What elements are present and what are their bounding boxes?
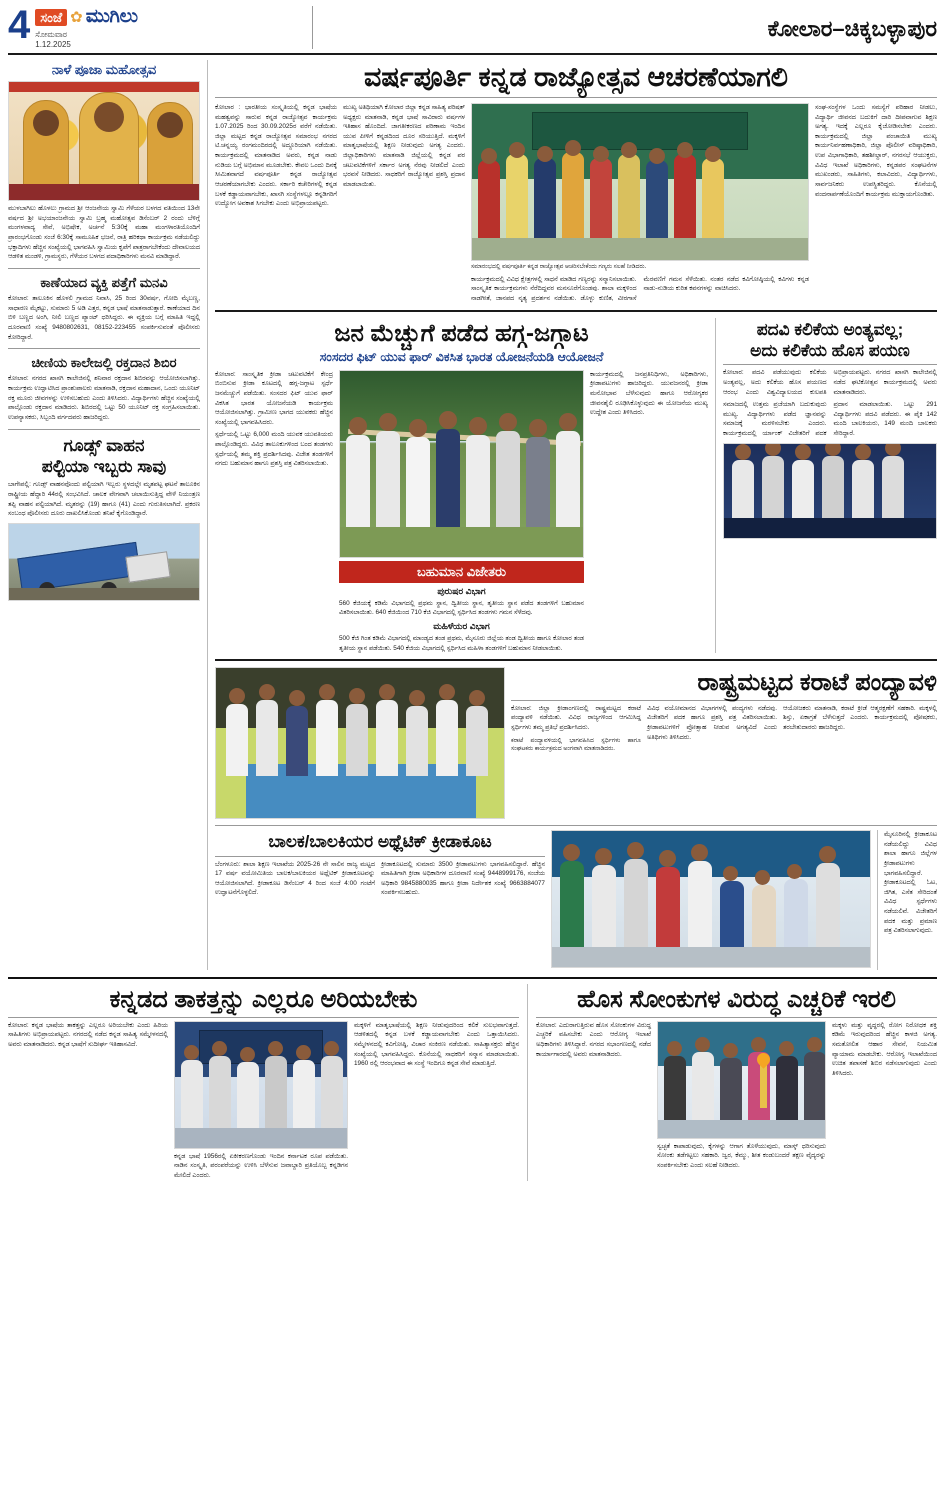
lead-photo-caption: ಸಮಾರಂಭದಲ್ಲಿ ವರ್ಷಪೂರ್ತಿ ಕನ್ನಡ ರಾಜ್ಯೋತ್ಸವ ಆಚರಿಸಬೇಕೆಂದು ಗಣ್ಯರು ಸಲಹೆ ನೀಡಿದರು. bbox=[471, 264, 647, 271]
athletic-col1: ಬೆಂಗಳೂರು: ಶಾಲಾ ಶಿಕ್ಷಣ ಇಲಾಖೆಯ 2025-26 ನೇ ಸಾಲಿನ ರಾಜ್ಯ ಮಟ್ಟದ 17 ವರ್ಷ ವಯೋಮಿತಿಯ ಬಾಲಕ/ಬಾಲಕಿಯರ ಅಥ್ಲೆಟಿಕ್ ಕ್ರೀಡಾಕೂಟವನ್ನು ಆಯೋಜಿಸಲಾಗಿದೆ. ಕ್ರೀಡಾಕೂಟ ಡಿಸೆಂಬರ್ 4 ರಿಂದ ಸಂಜೆ 4:00 ಗಂಟೆಗೆ ಉದ್ಘಾಟನೆಗೊಳ್ಳಲಿದೆ. bbox=[215, 860, 375, 897]
kannada-power-headline: ಕನ್ನಡದ ತಾಕತ್ತನ್ನು ಎಲ್ಲರೂ ಅರಿಯಬೇಕು bbox=[109, 986, 418, 1014]
masthead-right bbox=[313, 6, 937, 42]
award-text-women: 500 ಕೆಜಿ ಗಿಂತ ಕಡಿಮೆ ವಿಭಾಗದಲ್ಲಿ ಮಾಂಡ್ಯದ ತಂಡ ಪ್ರಥಮ, ಮೈಸೂರು ಜಿಲ್ಲೆಯ ತಂಡ ದ್ವಿತೀಯ ಹಾಗೂ ಕೋಲಾರ ತಂಡ ತೃತೀಯ ಸ್ಥಾನ ಪಡೆಯಿತು. 540 ಕೆಜಿಯ ವಿಭಾಗದಲ್ಲಿ ಸ್ಪರ್ಧಿಸಿದ ಮಹಿಳಾ ತಂಡಗಳಿಗೆ ಬಹುಮಾನ ನೀಡಲಾಯಿತು. bbox=[339, 635, 584, 652]
karate-photo-caption: ಕರಾಟೆ ಪಂದ್ಯಾವಳಿಯಲ್ಲಿ ಭಾಗವಹಿಸಿದ ಸ್ಪರ್ಧಿಗಳು ಹಾಗೂ ಸಂಘಟಕರು ಕಾರ್ಯಕ್ರಮದ ಅಂಗವಾಗಿ ಮಾತನಾಡಿದರು. bbox=[511, 737, 641, 753]
left-story-4-headline-line1: ಗೂಡ್ಸ್ ವಾಹನ bbox=[63, 435, 145, 455]
left-story-3-body: ಕೋಲಾರ: ನಗರದ ಖಾಸಗಿ ಕಾಲೇಜಿನಲ್ಲಿ ಶನಿವಾರ ರಕ್ತದಾನ ಶಿಬಿರವನ್ನು ಆಯೋಜಿಸಲಾಗಿತ್ತು. ಕಾರ್ಯಕ್ರಮ ಉದ್ಘಾಟಿಸಿದ ಪ್ರಾಂಶುಪಾಲರು ಮಾತನಾಡಿ, ರಕ್ತದಾನ ಮಹಾದಾನ, ಒಂದು ಯೂನಿಟ್ ರಕ್ತ ಮೂರು ಜೀವಗಳನ್ನು ಉಳಿಸಬಹುದು ಎಂದು ತಿಳಿಸಿದರು. ವಿದ್ಯಾರ್ಥಿಗಳು ಹೆಚ್ಚಿನ ಸಂಖ್ಯೆಯಲ್ಲಿ ಪಾಲ್ಗೊಂಡು ರಕ್ತದಾನ ಮಾಡಿದರು. ಶಿಬಿರದಲ್ಲಿ ಒಟ್ಟು 50 ಯೂನಿಟ್ ರಕ್ತ ಸಂಗ್ರಹಿಸಲಾಯಿತು. ಉಪನ್ಯಾಸಕರು, ಸಿಬ್ಬಂದಿ ವರ್ಗದವರು ಹಾಜರಿದ್ದರು. bbox=[8, 375, 200, 421]
lead-col2: ಮುಖ್ಯ ಅತಿಥಿಯಾಗಿ ಕೋಲಾರ ಜಿಲ್ಲಾ ಕನ್ನಡ ಸಾಹಿತ್ಯ ಪರಿಷತ್ ಅಧ್ಯಕ್ಷರು ಮಾತನಾಡಿ, ಕನ್ನಡ ಭಾಷೆ ಸಾವಿರಾರು ವರ್ಷಗಳ ಇತಿಹಾಸ ಹೊಂದಿದೆ. ಜಾಗತೀಕರಣದ ಪರಿಣಾಮ ಇಂದಿನ ಯುವ ಪೀಳಿಗೆ ಕನ್ನಡದಿಂದ ದೂರ ಸರಿಯುತ್ತಿದೆ. ಮಕ್ಕಳಿಗೆ ಮಾತೃಭಾಷೆಯಲ್ಲಿ ಶಿಕ್ಷಣ ನೀಡುವುದು ಅಗತ್ಯ ಎಂದರು. ಜಿಲ್ಲಾಧಿಕಾರಿಗಳು ಮಾತನಾಡಿ ಜಿಲ್ಲೆಯಲ್ಲಿ ಕನ್ನಡ ಪರ ಚಟುವಟಿಕೆಗಳಿಗೆ ಸರ್ಕಾರ ಅಗತ್ಯ ನೆರವು ನೀಡಲಿದೆ ಎಂದು ಭರವಸೆ ನೀಡಿದರು. ಸಾಧಕರಿಗೆ ರಾಜ್ಯೋತ್ಸವ ಪ್ರಶಸ್ತಿ ಪ್ರದಾನ ಮಾಡಲಾಯಿತು. bbox=[343, 104, 465, 188]
award-head-women: ಮಹಿಳೆಯರ ವಿಭಾಗ bbox=[433, 621, 490, 631]
logo-word: ಮುಗಿಲು bbox=[85, 6, 138, 27]
infection-col2: ಸ್ವಚ್ಛತೆ ಕಾಪಾಡುವುದು, ಕೈಗಳನ್ನು ಆಗಾಗ ತೊಳೆಯುವುದು, ಮಾಸ್ಕ್ ಧರಿಸುವುದು ಸೋಂಕು ತಡೆಗಟ್ಟಲು ಸಹಕಾರಿ. ಜ್ವರ, ಕೆಮ್ಮು, ಶೀತ ಕಂಡುಬಂದರೆ ತಕ್ಷಣ ವೈದ್ಯರನ್ನು ಸಂಪರ್ಕಿಸಬೇಕು ಎಂದು ಸಲಹೆ ನೀಡಿದರು. bbox=[657, 1142, 826, 1170]
infection-col1: ಕೋಲಾರ: ಎದುರಾಗುತ್ತಿರುವ ಹೊಸ ಸೋಂಕುಗಳ ವಿರುದ್ಧ ಎಚ್ಚರಿಕೆ ವಹಿಸಬೇಕು ಎಂದು ಆರೋಗ್ಯ ಇಲಾಖೆ ಅಧಿಕಾರಿಗಳು ತಿಳಿಸಿದ್ದಾರೆ. ನಗರದ ಸಭಾಂಗಣದಲ್ಲಿ ನಡೆದ ಕಾರ್ಯಾಗಾರದಲ್ಲಿ ಅವರು ಮಾತನಾಡಿದರು. bbox=[536, 1021, 651, 1058]
karate-band bbox=[215, 667, 937, 819]
award-banner: ಬಹುಮಾನ ವಿಜೇತರು bbox=[339, 561, 584, 583]
masthead bbox=[8, 3, 937, 55]
athletic-col2: ಕ್ರೀಡಾಕೂಟದಲ್ಲಿ ಸುಮಾರು 3500 ಕ್ರೀಡಾಪಟುಗಳು ಭಾಗವಹಿಸಲಿದ್ದಾರೆ. ಹೆಚ್ಚಿನ ಮಾಹಿತಿಗಾಗಿ ಕ್ರೀಡಾ ಅಧಿಕಾರಿಗಳ ದೂರವಾಣಿ ಸಂಖ್ಯೆ 9448999176, ಸಂಜೆಯ ಅಧಿಕಾರಿ 9845880035 ಹಾಗೂ ಕ್ರೀಡಾ ನಿರ್ದೇಶಕ ಸಂಖ್ಯೆ 9663884077 ಸಂಪರ್ಕಿಸಬಹುದು. bbox=[381, 860, 545, 897]
masthead-day: ಸೋಮವಾರ bbox=[35, 30, 68, 39]
degree-col1: ಕೋಲಾರ: ಪದವಿ ಪಡೆಯುವುದು ಕಲಿಕೆಯ ಅಂತ್ಯವಲ್ಲ, ಅದು ಕಲಿಕೆಯ ಹೊಸ ಪಯಣದ ಆರಂಭ ಎಂದು ವಿಶ್ವವಿದ್ಯಾಲಯದ ಕುಲಪತಿ ಅಭಿಪ್ರಾಯಪಟ್ಟರು. ನಗರದ ಖಾಸಗಿ ಕಾಲೇಜಿನಲ್ಲಿ ನಡೆದ ಘಟಿಕೋತ್ಸವ ಕಾರ್ಯಕ್ರಮದಲ್ಲಿ ಅವರು ಮಾತನಾಡಿದರು. bbox=[723, 369, 937, 396]
karate-col1: ಕೋಲಾರ: ಜಿಲ್ಲಾ ಕ್ರೀಡಾಂಗಣದಲ್ಲಿ ರಾಷ್ಟ್ರಮಟ್ಟದ ಕರಾಟೆ ಪಂದ್ಯಾವಳಿ ನಡೆಯಿತು. ವಿವಿಧ ರಾಜ್ಯಗಳಿಂದ ಆಗಮಿಸಿದ್ದ ಸ್ಪರ್ಧಿಗಳು ತಮ್ಮ ಪ್ರತಿಭೆ ಪ್ರದರ್ಶಿಸಿದರು. bbox=[511, 704, 641, 732]
bottom-separator bbox=[8, 977, 937, 979]
page-number: 4 bbox=[8, 3, 30, 47]
lead-col3: ಕಾರ್ಯಕ್ರಮದಲ್ಲಿ ವಿವಿಧ ಕ್ಷೇತ್ರಗಳಲ್ಲಿ ಸಾಧನೆ ಮಾಡಿದ ಗಣ್ಯರನ್ನು ಸನ್ಮಾನಿಸಲಾಯಿತು. ಸಾಂಸ್ಕೃತಿಕ ಕಾರ್ಯಕ್ರಮಗಳು ನೆರೆದಿದ್ದವರ ಮನಸೂರೆಗೊಂಡವು. ಶಾಲಾ ಮಕ್ಕಳಿಂದ ನಾಡಗೀತೆ, ಜಾನಪದ ನೃತ್ಯ ಪ್ರದರ್ಶನ ನಡೆಯಿತು. ಡೊಳ್ಳು ಕುಣಿತ, ವೀರಗಾಸೆ ಮೆರವಣಿಗೆ ಗಮನ ಸೆಳೆಯಿತು. ನಂತರ ನಡೆದ ಕವಿಗೋಷ್ಠಿಯಲ್ಲಿ ಕವಿಗಳು ಕನ್ನಡ ನಾಡು-ನುಡಿಯ ಕುರಿತ ಕವನಗಳನ್ನು ವಾಚಿಸಿದರು. bbox=[471, 275, 809, 302]
rajyotsava-group-photo bbox=[471, 103, 809, 261]
athletic-band bbox=[215, 830, 937, 970]
athletic-headline: ಬಾಲಕ/ಬಾಲಕಿಯರ ಅಥ್ಲೆಟಿಕ್ ಕ್ರೀಡಾಕೂಟ bbox=[268, 832, 492, 852]
left-story-2-headline: ಕಾಣೆಯಾದ ವ್ಯಕ್ತಿ ಪತ್ತೆಗೆ ಮನವಿ bbox=[40, 274, 168, 290]
degree-col2: ಸಮಾಜದಲ್ಲಿ ಉತ್ತಮ ಪ್ರಜೆಯಾಗಿ ಬದುಕುವುದು ಮುಖ್ಯ. ವಿದ್ಯಾರ್ಥಿಗಳು ಪಡೆದ ಜ್ಞಾನವನ್ನು ಸಮಾಜಕ್ಕೆ ಮರಳಿಸಬೇಕು ಎಂದರು. ಕಾರ್ಯಕ್ರಮದಲ್ಲಿ ರ್ಯಾಂಕ್ ವಿಜೇತರಿಗೆ ಪದಕ ಪ್ರದಾನ ಮಾಡಲಾಯಿತು. ಒಟ್ಟು 291 ವಿದ್ಯಾರ್ಥಿಗಳು ಪದವಿ ಪಡೆದರು. ಈ ಪೈಕಿ 142 ಮಂದಿ ಬಾಲಕಿಯರು, 149 ಮಂದಿ ಬಾಲಕರು ಸೇರಿದ್ದಾರೆ. bbox=[723, 401, 937, 437]
kannada-power-col1: ಕೋಲಾರ: ಕನ್ನಡ ಭಾಷೆಯ ತಾಕತ್ತನ್ನು ಎಲ್ಲರೂ ಅರಿಯಬೇಕು ಎಂದು ಹಿರಿಯ ಸಾಹಿತಿಗಳು ಅಭಿಪ್ರಾಯಪಟ್ಟರು. ನಗರದಲ್ಲಿ ನಡೆದ ಕನ್ನಡ ಸಾಹಿತ್ಯ ಸಮ್ಮೇಳನದಲ್ಲಿ ಅವರು ಮಾತನಾಡಿದರು. ಕನ್ನಡ ಭಾಷೆಗೆ ಸುದೀರ್ಘ ಇತಿಹಾಸವಿದೆ. bbox=[8, 1021, 168, 1049]
athletic-sidebar: ಮೈಸೂರಿನಲ್ಲಿ ಕ್ರೀಡಾಕೂಟ ನಡೆಯಲಿದ್ದು ವಿವಿಧ ಶಾಲಾ ಹಾಗೂ ಜಿಲ್ಲೆಗಳ ಕ್ರೀಡಾಪಟುಗಳು ಭಾಗವಹಿಸಲಿದ್ದಾರೆ. ಕ್ರೀಡಾಕೂಟದಲ್ಲಿ ಓಟ, ಜಿಗಿತ, ಎಸೆತ ಸೇರಿದಂತೆ ವಿವಿಧ ಸ್ಪರ್ಧೆಗಳು ನಡೆಯಲಿವೆ. ವಿಜೇತರಿಗೆ ಪದಕ ಮತ್ತು ಪ್ರಮಾಣ ಪತ್ರ ವಿತರಿಸಲಾಗುವುದು. bbox=[884, 831, 937, 935]
kannada-meeting-photo bbox=[174, 1021, 348, 1149]
tug-col2: ಸ್ಪರ್ಧೆಯಲ್ಲಿ ಒಟ್ಟು 6,000 ಮಂದಿ ಯುವಕ ಯುವತಿಯರು ಪಾಲ್ಗೊಂಡಿದ್ದರು. ವಿವಿಧ ತಾಲೂಕುಗಳಿಂದ ಬಂದ ತಂಡಗಳು ಸ್ಪರ್ಧೆಯಲ್ಲಿ ತಮ್ಮ ಶಕ್ತಿ ಪ್ರದರ್ಶಿಸಿದವು. ವಿಜೇತ ತಂಡಗಳಿಗೆ ನಗದು ಬಹುಮಾನ ಹಾಗೂ ಪ್ರಶಸ್ತಿ ಪತ್ರ ವಿತರಿಸಲಾಯಿತು. bbox=[215, 431, 333, 468]
award-head-men: ಪುರುಷರ ವಿಭಾಗ bbox=[437, 585, 486, 596]
tug-headline: ಜನ ಮೆಚ್ಚುಗೆ ಪಡೆದ ಹಗ್ಗ-ಜಗ್ಗಾಟ bbox=[334, 319, 589, 347]
lead-col4: ಸಂಘ-ಸಂಸ್ಥೆಗಳ ಒಂದು ಸಮಸ್ಯೆಗೆ ಪರಿಹಾರ ನೀಡಲು, ವಿದ್ಯಾರ್ಥಿ ಜೀವನದ ಬದುಕಿಗೆ ದಾರಿ ದೀಪವಾಗುವ ಶಿಕ್ಷಣ ಅಗತ್ಯ. ಇದಕ್ಕೆ ಎಲ್ಲರೂ ಕೈಜೋಡಿಸಬೇಕು ಎಂದರು. ಕಾರ್ಯಕ್ರಮದಲ್ಲಿ ಜಿಲ್ಲಾ ಪಂಚಾಯಿತಿ ಮುಖ್ಯ ಕಾರ್ಯನಿರ್ವಹಣಾಧಿಕಾರಿ, ಜಿಲ್ಲಾ ಪೊಲೀಸ್ ವರಿಷ್ಠಾಧಿಕಾರಿ, ಉಪ ವಿಭಾಗಾಧಿಕಾರಿ, ತಹಶೀಲ್ದಾರ್, ನಗರಸಭೆ ಆಯುಕ್ತರು, ವಿವಿಧ ಇಲಾಖೆ ಅಧಿಕಾರಿಗಳು, ಕನ್ನಡಪರ ಸಂಘಟನೆಗಳ ಮುಖಂಡರು, ಸಾಹಿತಿಗಳು, ಕಲಾವಿದರು, ವಿದ್ಯಾರ್ಥಿಗಳು, ಸಾರ್ವಜನಿಕರು ಉಪಸ್ಥಿತರಿದ್ದರು. ಕೊನೆಯಲ್ಲಿ ವಂದನಾರ್ಪಣೆಯೊಂದಿಗೆ ಕಾರ್ಯಕ್ರಮ ಮುಕ್ತಾಯಗೊಂಡಿತು. bbox=[815, 104, 937, 198]
left-story-4-body: ಬಾಗೇಪಲ್ಲಿ: ಗೂಡ್ಸ್ ವಾಹನವೊಂದು ಪಲ್ಟಿಯಾಗಿ ಇಬ್ಬರು ಸ್ಥಳದಲ್ಲೇ ಮೃತಪಟ್ಟ ಘಟನೆ ತಾಲೂಕಿನ ರಾಷ್ಟ್ರೀಯ ಹೆದ್ದಾರಿ 44ರಲ್ಲಿ ಸಂಭವಿಸಿದೆ. ಚಾಲಕ ವೇಗವಾಗಿ ಚಲಾಯಿಸುತ್ತಿದ್ದ ವೇಳೆ ನಿಯಂತ್ರಣ ತಪ್ಪಿ ವಾಹನ ಪಲ್ಟಿಯಾಗಿದೆ. ಮೃತರನ್ನು (19) ಹಾಗೂ (41) ಎಂದು ಗುರುತಿಸಲಾಗಿದೆ. ಪ್ರಕರಣ ಸಂಬಂಧ ಪೊಲೀಸರು ದೂರು ದಾಖಲಿಸಿಕೊಂಡು ತನಿಖೆ ಕೈಗೊಂಡಿದ್ದಾರೆ. bbox=[8, 481, 200, 518]
karate-col2: ವಿವಿಧ ವಯೋಮಾನದ ವಿಭಾಗಗಳಲ್ಲಿ ಪಂದ್ಯಗಳು ನಡೆದವು. ವಿಜೇತರಿಗೆ ಪದಕ ಹಾಗೂ ಪ್ರಶಸ್ತಿ ಪತ್ರ ವಿತರಿಸಲಾಯಿತು. ಕ್ರೀಡಾಪಟುಗಳಿಗೆ ಪ್ರೋತ್ಸಾಹ ನೀಡುವ ಅಗತ್ಯವಿದೆ ಎಂದು ಅತಿಥಿಗಳು ತಿಳಿಸಿದರು. bbox=[647, 704, 777, 741]
left-story-3-headline: ಚೀಣಿಯ ಕಾಲೇಜಲ್ಲಿ ರಕ್ತದಾನ ಶಿಬಿರ bbox=[31, 355, 177, 371]
inauguration-lamp-photo bbox=[657, 1021, 826, 1139]
masthead-left bbox=[8, 3, 313, 49]
temple-deity-photo bbox=[8, 81, 200, 201]
left-column bbox=[8, 60, 208, 970]
flower-icon: ✿ bbox=[70, 9, 83, 26]
kannada-power-col3: ಮಕ್ಕಳಿಗೆ ಮಾತೃಭಾಷೆಯಲ್ಲಿ ಶಿಕ್ಷಣ ನೀಡುವುದರಿಂದ ಕಲಿಕೆ ಸುಲಭವಾಗುತ್ತದೆ. ಆಡಳಿತದಲ್ಲಿ ಕನ್ನಡ ಬಳಕೆ ಕಡ್ಡಾಯವಾಗಬೇಕು ಎಂದು ಒತ್ತಾಯಿಸಿದರು. ಸಮ್ಮೇಳನದಲ್ಲಿ ಕವಿಗೋಷ್ಠಿ, ವಿಚಾರ ಸಂಕಿರಣ ನಡೆಯಿತು. ಸಾಹಿತ್ಯಾಸಕ್ತರು ಹೆಚ್ಚಿನ ಸಂಖ್ಯೆಯಲ್ಲಿ ಭಾಗವಹಿಸಿದ್ದರು. ಕೊನೆಯಲ್ಲಿ ಸಾಧಕರಿಗೆ ಸನ್ಮಾನ ಮಾಡಲಾಯಿತು. 1960 ರಲ್ಲಿ ಆರಂಭವಾದ ಈ ಸಂಸ್ಥೆ ಇಂದಿಗೂ ಕನ್ನಡ ಸೇವೆ ಮಾಡುತ್ತಿದೆ. bbox=[354, 1021, 519, 1068]
graduation-photo bbox=[723, 443, 937, 539]
left-story-4-headline-line2: ಪಲ್ಟಿಯಾ ಇಬ್ಬರು ಸಾವು bbox=[41, 456, 167, 476]
logo-mark: ಸಂಜೆ bbox=[35, 9, 67, 26]
athletic-award-photo bbox=[551, 830, 871, 968]
infection-col3: ಮಕ್ಕಳು ಮತ್ತು ವೃದ್ಧರಲ್ಲಿ ರೋಗ ನಿರೋಧಕ ಶಕ್ತಿ ಕಡಿಮೆ ಇರುವುದರಿಂದ ಹೆಚ್ಚಿನ ಕಾಳಜಿ ಅಗತ್ಯ. ಸಮತೋಲಿತ ಆಹಾರ ಸೇವನೆ, ನಿಯಮಿತ ವ್ಯಾಯಾಮ ಮಾಡಬೇಕು. ಆರೋಗ್ಯ ಇಲಾಖೆಯಿಂದ ಉಚಿತ ತಪಾಸಣೆ ಶಿಬಿರ ನಡೆಸಲಾಗುವುದು ಎಂದು ತಿಳಿಸಿದರು. bbox=[832, 1021, 937, 1077]
karate-col3: ಆಯೋಜಕರು ಮಾತನಾಡಿ, ಕರಾಟೆ ಕ್ರೀಡೆ ಆತ್ಮರಕ್ಷಣೆಗೆ ಸಹಕಾರಿ. ಮಕ್ಕಳಲ್ಲಿ ಶಿಸ್ತು, ಏಕಾಗ್ರತೆ ಬೆಳೆಸುತ್ತದೆ ಎಂದರು. ಕಾರ್ಯಕ್ರಮದಲ್ಲಿ ಪೋಷಕರು, ತರಬೇತುದಾರರು ಹಾಜರಿದ್ದರು. bbox=[783, 704, 937, 732]
kannada-power-col2: ಕನ್ನಡ ಭಾಷೆ 1956ರಲ್ಲಿ ಏಕೀಕರಣಗೊಂಡು ಇಂದಿನ ಕರ್ನಾಟಕ ರೂಪ ಪಡೆಯಿತು. ನಾಡಿನ ಸಂಸ್ಕೃತಿ, ಪರಂಪರೆಯನ್ನು ಉಳಿಸಿ ಬೆಳೆಸುವ ಜವಾಬ್ದಾರಿ ಪ್ರತಿಯೊಬ್ಬ ಕನ್ನಡಿಗನ ಮೇಲಿದೆ ಎಂದರು. bbox=[174, 1152, 348, 1180]
middle-band bbox=[215, 318, 937, 654]
degree-headline-line1: ಪದವಿ ಕಲಿಕೆಯ ಅಂತ್ಯವಲ್ಲ; bbox=[756, 319, 904, 339]
left-story-1-headline: ನಾಳೆ ಪೂಜಾ ಮಹೋತ್ಸವ bbox=[51, 62, 157, 77]
infection-headline: ಹೊಸ ಸೋಂಕುಗಳ ವಿರುದ್ಧ ಎಚ್ಚರಿಕೆ ಇರಲಿ bbox=[577, 986, 896, 1014]
tug-of-war-photo bbox=[339, 370, 584, 558]
degree-headline-line2: ಅದು ಕಲಿಕೆಯ ಹೊಸ ಪಯಣ bbox=[750, 340, 910, 360]
masthead-date: 1.12.2025 bbox=[35, 40, 71, 49]
left-story-2-body: ಕೋಲಾರ: ತಾಲೂಕಿನ ಹೊಳಲಿ ಗ್ರಾಮದ ನಿವಾಸಿ, 25 ರಿಂದ 30ವರ್ಷ, ಗೋದಿ ಮೈಬಣ್ಣ, ಸಾಧಾರಣ ಮೈಕಟ್ಟು, ಸುಮಾರು 5 ಅಡಿ ಎತ್ತರ, ಕನ್ನಡ ಭಾಷೆ ಮಾತನಾಡುತ್ತಾರೆ. ಕಾಣೆಯಾದ ದಿನ ಬಿಳಿ ಬಣ್ಣದ ಅಂಗಿ, ನೀಲಿ ಬಣ್ಣದ ಪ್ಯಾಂಟ್ ಧರಿಸಿದ್ದರು. ಈ ವ್ಯಕ್ತಿಯ ಬಗ್ಗೆ ಮಾಹಿತಿ ಇದ್ದಲ್ಲಿ ದೂರವಾಣಿ ಸಂಖ್ಯೆ 9480802631, 08152-223455 ಸಂಪರ್ಕಿಸುವಂತೆ ಪೊಲೀಸರು ಕೋರಿದ್ದಾರೆ. bbox=[8, 295, 200, 341]
lead-headline: ವರ್ಷಪೂರ್ತಿ ಕನ್ನಡ ರಾಜ್ಯೋತ್ಸವ ಆಚರಣೆಯಾಗಲಿ bbox=[363, 62, 789, 92]
tug-subhead: ಸಂಸದರ ಫಿಟ್ ಯುವ ಫಾರ್ ವಿಕಸಿತ ಭಾರತ ಯೋಜನೆಯಡಿ ಆಯೋಜನೆ bbox=[319, 350, 604, 365]
lead-col1: ಕೋಲಾರ : ಭಾರತೀಯ ಸಂಸ್ಕೃತಿಯಲ್ಲಿ ಕನ್ನಡ ಭಾಷೆಯ ಮಹತ್ವವನ್ನು ಸಾರುವ ಕನ್ನಡ ರಾಜ್ಯೋತ್ಸವ ಕಾರ್ಯಕ್ರಮ 1.07.2025 ರಿಂದ 30.09.2025ರ ವರೆಗೆ ನಡೆಯಿತು. ಜಿಲ್ಲಾ ಮಟ್ಟದ ಕನ್ನಡ ರಾಜ್ಯೋತ್ಸವ ಸಮಾರಂಭ ನಗರದ ಟಿ.ಚನ್ನಯ್ಯ ರಂಗಮಂದಿರದಲ್ಲಿ ಅದ್ದೂರಿಯಾಗಿ ನಡೆಯಿತು. ಕಾರ್ಯಕ್ರಮದಲ್ಲಿ ಮಾತನಾಡಿದ ಅವರು, ಕನ್ನಡ ನಾಡು ನುಡಿಯ ಬಗ್ಗೆ ಅಭಿಮಾನ ಮೂಡಬೇಕು. ಕೇವಲ ಒಂದು ದಿನಕ್ಕೆ ಸೀಮಿತವಾಗದೆ ವರ್ಷಪೂರ್ತಿ ಕನ್ನಡ ರಾಜ್ಯೋತ್ಸವ ಆಚರಣೆಯಾಗಬೇಕು ಎಂದರು. ಸರ್ಕಾರಿ ಕಚೇರಿಗಳಲ್ಲಿ ಕನ್ನಡ ಬಳಕೆ ಕಡ್ಡಾಯವಾಗಬೇಕು, ಖಾಸಗಿ ಸಂಸ್ಥೆಗಳಲ್ಲೂ ಕನ್ನಡಿಗರಿಗೆ ಉದ್ಯೋಗ ಅವಕಾಶ ಸಿಗಬೇಕು ಎಂದು ಅಭಿಪ್ರಾಯಪಟ್ಟರು. bbox=[215, 104, 337, 208]
edition-name: ಕೋಲಾರ–ಚಿಕ್ಕಬಳ್ಳಾಪುರ bbox=[767, 16, 937, 41]
karate-headline: ರಾಷ್ಟ್ರಮಟ್ಟದ ಕರಾಟೆ ಪಂದ್ಯಾವಳಿ bbox=[697, 669, 937, 697]
bottom-band bbox=[8, 984, 937, 1180]
page-grid bbox=[8, 60, 937, 970]
main-column bbox=[208, 60, 937, 970]
award-text-men: 560 ಕೆಜಿಯಕ್ಕೆ ಕಡಿಮೆ ವಿಭಾಗದಲ್ಲಿ ಪ್ರಥಮ ಸ್ಥಾನ, ದ್ವಿತೀಯ ಸ್ಥಾನ, ತೃತೀಯ ಸ್ಥಾನ ಪಡೆದ ತಂಡಗಳಿಗೆ ಬಹುಮಾನ ವಿತರಿಸಲಾಯಿತು. 640 ಕೆಜಿಯಿಂದ 710 ಕೆಜಿ ವಿಭಾಗದಲ್ಲಿ ಸ್ಪರ್ಧಿಸಿದ ತಂಡಗಳು ಗಮನ ಸೆಳೆದವು. bbox=[339, 599, 584, 617]
left-story-1-body: ಮುಳಬಾಗಿಲು ಹೊಳಲು ಗ್ರಾಮದ ಶ್ರೀ ಆಂಜನೇಯ ಸ್ವಾಮಿ ಗೆಳೆಯರ ಬಳಗದ ವತಿಯಿಂದ 13ನೇ ವರ್ಷದ ಶ್ರೀ ಅಭಯಾಂಜನೇಯ ಸ್ವಾಮಿ ಬ್ರಹ್ಮ ಮಹೋತ್ಸವ ಡಿಸೆಂಬರ್ 2 ರಂದು ಬೆಳಿಗ್ಗೆ ಮಂಗಳವಾದ್ಯ ಸೇವೆ, ಅಭಿಷೇಕ, ಅರ್ಚನೆ 5:30ಕ್ಕೆ ಮಹಾ ಮಂಗಳಾರತಿಯೊಂದಿಗೆ ಪ್ರಾರಂಭಗೊಂಡು ಸಂಜೆ 6:30ಕ್ಕೆ ಸಾಮೂಹಿಕ ಭಜನೆ, ರಾತ್ರಿ ಹರಿಕಥಾ ಕಾರ್ಯಕ್ರಮ ನಡೆಯಲಿದ್ದು ಭಕ್ತಾದಿಗಳು ಹೆಚ್ಚಿನ ಸಂಖ್ಯೆಯಲ್ಲಿ ಭಾಗವಹಿಸಿ ಸ್ವಾಮಿಯ ಕೃಪೆಗೆ ಪಾತ್ರರಾಗಬೇಕೆಂದು ದೇವಾಲಯದ ಆಡಳಿತ ಮಂಡಳಿ, ಗ್ರಾಮಸ್ಥರು, ಗೆಳೆಯರ ಬಳಗದ ಪದಾಧಿಕಾರಿಗಳು ಮನವಿ ಮಾಡಿದ್ದಾರೆ. bbox=[8, 205, 200, 261]
tug-col3: ಕಾರ್ಯಕ್ರಮದಲ್ಲಿ ಜನಪ್ರತಿನಿಧಿಗಳು, ಅಧಿಕಾರಿಗಳು, ಕ್ರೀಡಾಪಟುಗಳು ಹಾಜರಿದ್ದರು. ಯುವಜನರಲ್ಲಿ ಕ್ರೀಡಾ ಮನೋಭಾವ ಬೆಳೆಸುವುದು ಹಾಗೂ ಆರೋಗ್ಯಕರ ಜೀವನಶೈಲಿ ರೂಢಿಸಿಕೊಳ್ಳುವುದು ಈ ಯೋಜನೆಯ ಮುಖ್ಯ ಉದ್ದೇಶ ಎಂದು ತಿಳಿಸಿದರು. bbox=[590, 370, 708, 417]
karate-photo bbox=[215, 667, 505, 819]
publication-logo bbox=[35, 6, 137, 49]
accident-truck-photo bbox=[8, 523, 200, 601]
lead-story bbox=[215, 62, 937, 304]
tug-col1: ಕೋಲಾರ: ಸಾಂಸ್ಕೃತಿಕ ಕ್ರೀಡಾ ಚಟುವಟಿಕೆಗೆ ಕೇಂದ್ರ ಬಿಂಬಿಸುವ ಕ್ರೀಡಾ ಕೂಟದಲ್ಲಿ ಹಗ್ಗ-ಜಗ್ಗಾಟ ಸ್ಪರ್ಧೆ ಜನಮೆಚ್ಚುಗೆ ಪಡೆಯಿತು. ಸಂಸದರ ಫಿಟ್ ಯುವ ಫಾರ್ ವಿಕಸಿತ ಭಾರತ ಯೋಜನೆಯಡಿ ಕಾರ್ಯಕ್ರಮ ಆಯೋಜಿಸಲಾಗಿತ್ತು. ಗ್ರಾಮೀಣ ಭಾಗದ ಯುವಕರು ಹೆಚ್ಚಿನ ಸಂಖ್ಯೆಯಲ್ಲಿ ಭಾಗವಹಿಸಿದರು. bbox=[215, 370, 333, 426]
